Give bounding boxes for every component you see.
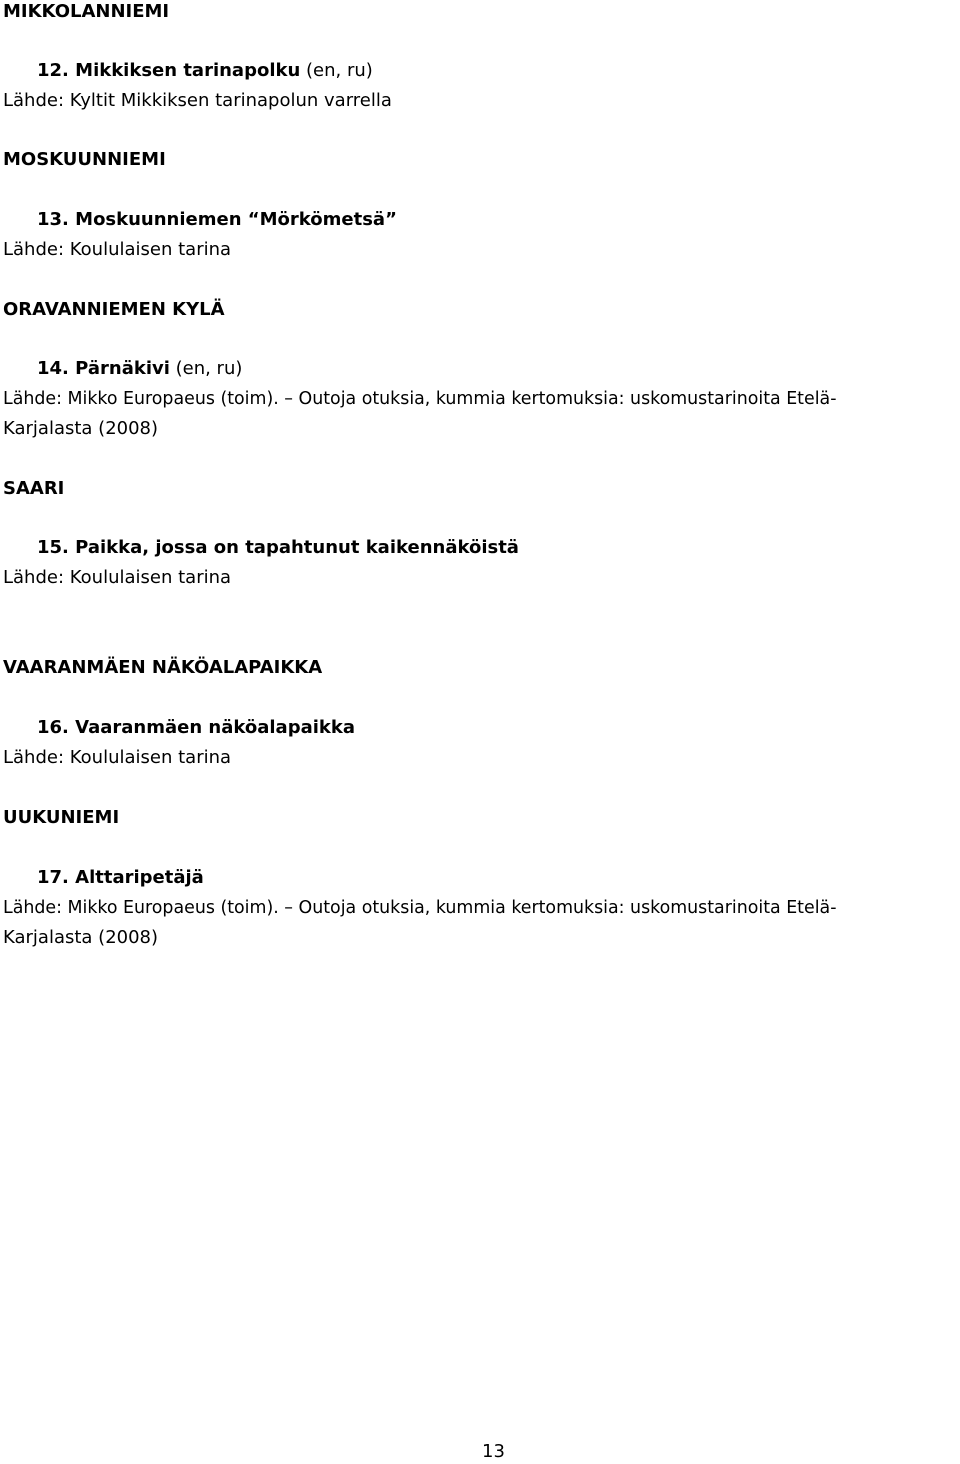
item-source-continued: Karjalasta (2008) bbox=[3, 927, 159, 948]
item-title-line bbox=[37, 357, 242, 381]
item-source: Lähde: Mikko Europaeus (toim). – Outoja otuksia, kummia kertomuksia: uskomustarinoita Etelä- bbox=[3, 898, 837, 918]
item-languages: (en, ru) bbox=[169, 358, 243, 379]
item-languages: (en, ru) bbox=[300, 60, 373, 81]
item-title: 13. Moskuunniemen “Mörkömetsä” bbox=[37, 209, 397, 230]
item-source: Lähde: Koululaisen tarina bbox=[3, 567, 232, 588]
item-title: 16. Vaaranmäen näköalapaikka bbox=[37, 717, 355, 738]
page-number: 13 bbox=[482, 1441, 505, 1462]
section-heading: ORAVANNIEMEN KYLÄ bbox=[3, 299, 225, 320]
item-title: 12. Mikkiksen tarinapolku bbox=[37, 60, 301, 81]
item-title: 17. Alttaripetäjä bbox=[37, 867, 204, 888]
section-heading: SAARI bbox=[3, 478, 65, 499]
item-title-line bbox=[37, 208, 397, 232]
item-title-line bbox=[37, 866, 204, 890]
item-source: Lähde: Koululaisen tarina bbox=[3, 239, 232, 260]
item-source: Lähde: Mikko Europaeus (toim). – Outoja otuksia, kummia kertomuksia: uskomustarinoita Etelä- bbox=[3, 389, 837, 409]
item-title-line bbox=[37, 59, 373, 83]
item-title: 14. Pärnäkivi bbox=[37, 358, 170, 379]
section-heading: VAARANMÄEN NÄKÖALAPAIKKA bbox=[3, 657, 323, 678]
section-heading: UUKUNIEMI bbox=[3, 807, 120, 828]
item-title-line bbox=[37, 536, 519, 560]
item-title: 15. Paikka, jossa on tapahtunut kaikennäköistä bbox=[37, 537, 519, 558]
item-source: Lähde: Koululaisen tarina bbox=[3, 747, 232, 768]
section-heading: MOSKUUNNIEMI bbox=[3, 149, 166, 170]
item-source-continued: Karjalasta (2008) bbox=[3, 418, 159, 439]
item-source: Lähde: Kyltit Mikkiksen tarinapolun varrella bbox=[3, 90, 392, 111]
section-heading: MIKKOLANNIEMI bbox=[3, 1, 170, 22]
item-title-line bbox=[37, 716, 355, 740]
